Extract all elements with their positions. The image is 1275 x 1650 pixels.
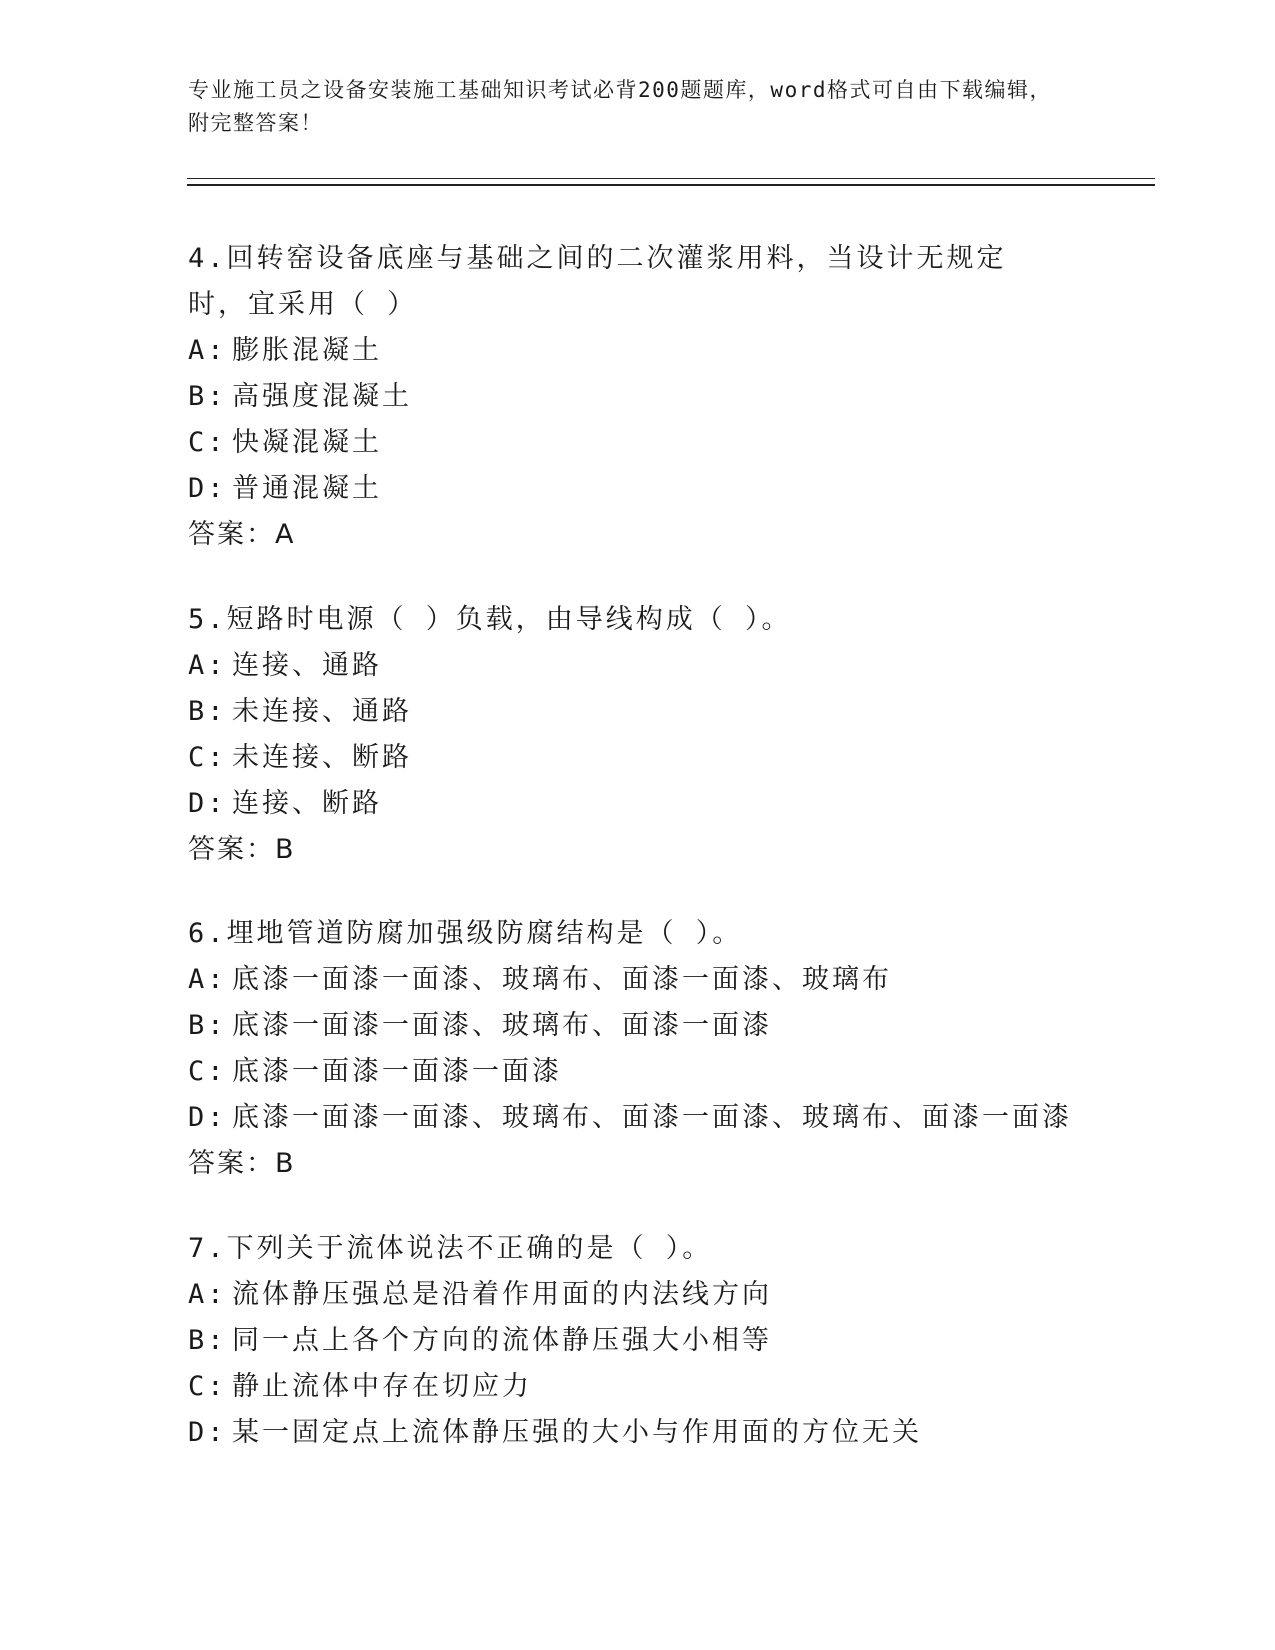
question-4: [188, 236, 1088, 558]
option-text: 连接、断路: [232, 788, 382, 819]
option-letter: D:: [188, 473, 227, 504]
header-title: 专业施工员之设备安装施工基础知识考试必背200题题库，word格式可自由下载编辑，附完整答案！: [188, 78, 1052, 135]
option-text: 某一固定点上流体静压强的大小与作用面的方位无关: [232, 1417, 922, 1448]
option-c: [188, 735, 1088, 781]
answer: 答案：B: [188, 1148, 296, 1179]
option-letter: D:: [188, 1102, 227, 1133]
option-text: 同一点上各个方向的流体静压强大小相等: [232, 1325, 772, 1356]
question-stem: 5.短路时电源（ ）负载，由导线构成（ ）。: [188, 604, 792, 635]
option-letter: B:: [188, 381, 227, 412]
option-a: [188, 328, 1088, 374]
option-c: [188, 1364, 1088, 1410]
option-d: [188, 1095, 1088, 1141]
option-letter: C:: [188, 1056, 227, 1087]
option-text: 底漆一面漆一面漆、玻璃布、面漆一面漆、玻璃布、面漆一面漆: [232, 1102, 1072, 1133]
question-7: [188, 1226, 1088, 1456]
option-text: 快凝混凝土: [232, 427, 382, 458]
option-letter: C:: [188, 427, 227, 458]
option-c: [188, 420, 1088, 466]
answer: 答案：B: [188, 834, 296, 865]
option-text: 流体静压强总是沿着作用面的内法线方向: [232, 1279, 772, 1310]
option-text: 未连接、通路: [232, 696, 412, 727]
option-d: [188, 781, 1088, 827]
answer: 答案：A: [188, 519, 296, 550]
option-letter: D:: [188, 1417, 227, 1448]
option-b: [188, 1003, 1088, 1049]
option-letter: B:: [188, 696, 227, 727]
option-letter: C:: [188, 742, 227, 773]
option-d: [188, 1410, 1088, 1456]
option-text: 普通混凝土: [232, 473, 382, 504]
option-letter: B:: [188, 1010, 227, 1041]
option-text: 高强度混凝土: [232, 381, 412, 412]
option-letter: D:: [188, 788, 227, 819]
question-stem: 4.回转窑设备底座与基础之间的二次灌浆用料，当设计无规定时，宜采用（ ）: [188, 243, 1007, 320]
option-a: [188, 643, 1088, 689]
option-a: [188, 1272, 1088, 1318]
question-6: [188, 911, 1088, 1187]
option-b: [188, 374, 1088, 420]
option-letter: A:: [188, 650, 227, 681]
document-header: [188, 74, 1068, 140]
option-text: 连接、通路: [232, 650, 382, 681]
question-5: [188, 597, 1088, 873]
option-b: [188, 689, 1088, 735]
option-d: [188, 466, 1088, 512]
option-c: [188, 1049, 1088, 1095]
option-letter: B:: [188, 1325, 227, 1356]
question-stem: 6.埋地管道防腐加强级防腐结构是（ ）。: [188, 918, 743, 949]
option-text: 膨胀混凝土: [232, 335, 382, 366]
option-text: 底漆一面漆一面漆、玻璃布、面漆一面漆、玻璃布: [232, 964, 892, 995]
question-stem: 7.下列关于流体说法不正确的是（ ）。: [188, 1233, 713, 1264]
option-b: [188, 1318, 1088, 1364]
header-divider-top: [187, 178, 1155, 179]
option-text: 未连接、断路: [232, 742, 412, 773]
option-a: [188, 957, 1088, 1003]
option-text: 底漆一面漆一面漆、玻璃布、面漆一面漆: [232, 1010, 772, 1041]
option-letter: A:: [188, 964, 227, 995]
option-text: 静止流体中存在切应力: [232, 1371, 532, 1402]
option-letter: C:: [188, 1371, 227, 1402]
option-letter: A:: [188, 335, 227, 366]
option-text: 底漆一面漆一面漆一面漆: [232, 1056, 562, 1087]
option-letter: A:: [188, 1279, 227, 1310]
header-divider-bottom: [187, 184, 1155, 186]
